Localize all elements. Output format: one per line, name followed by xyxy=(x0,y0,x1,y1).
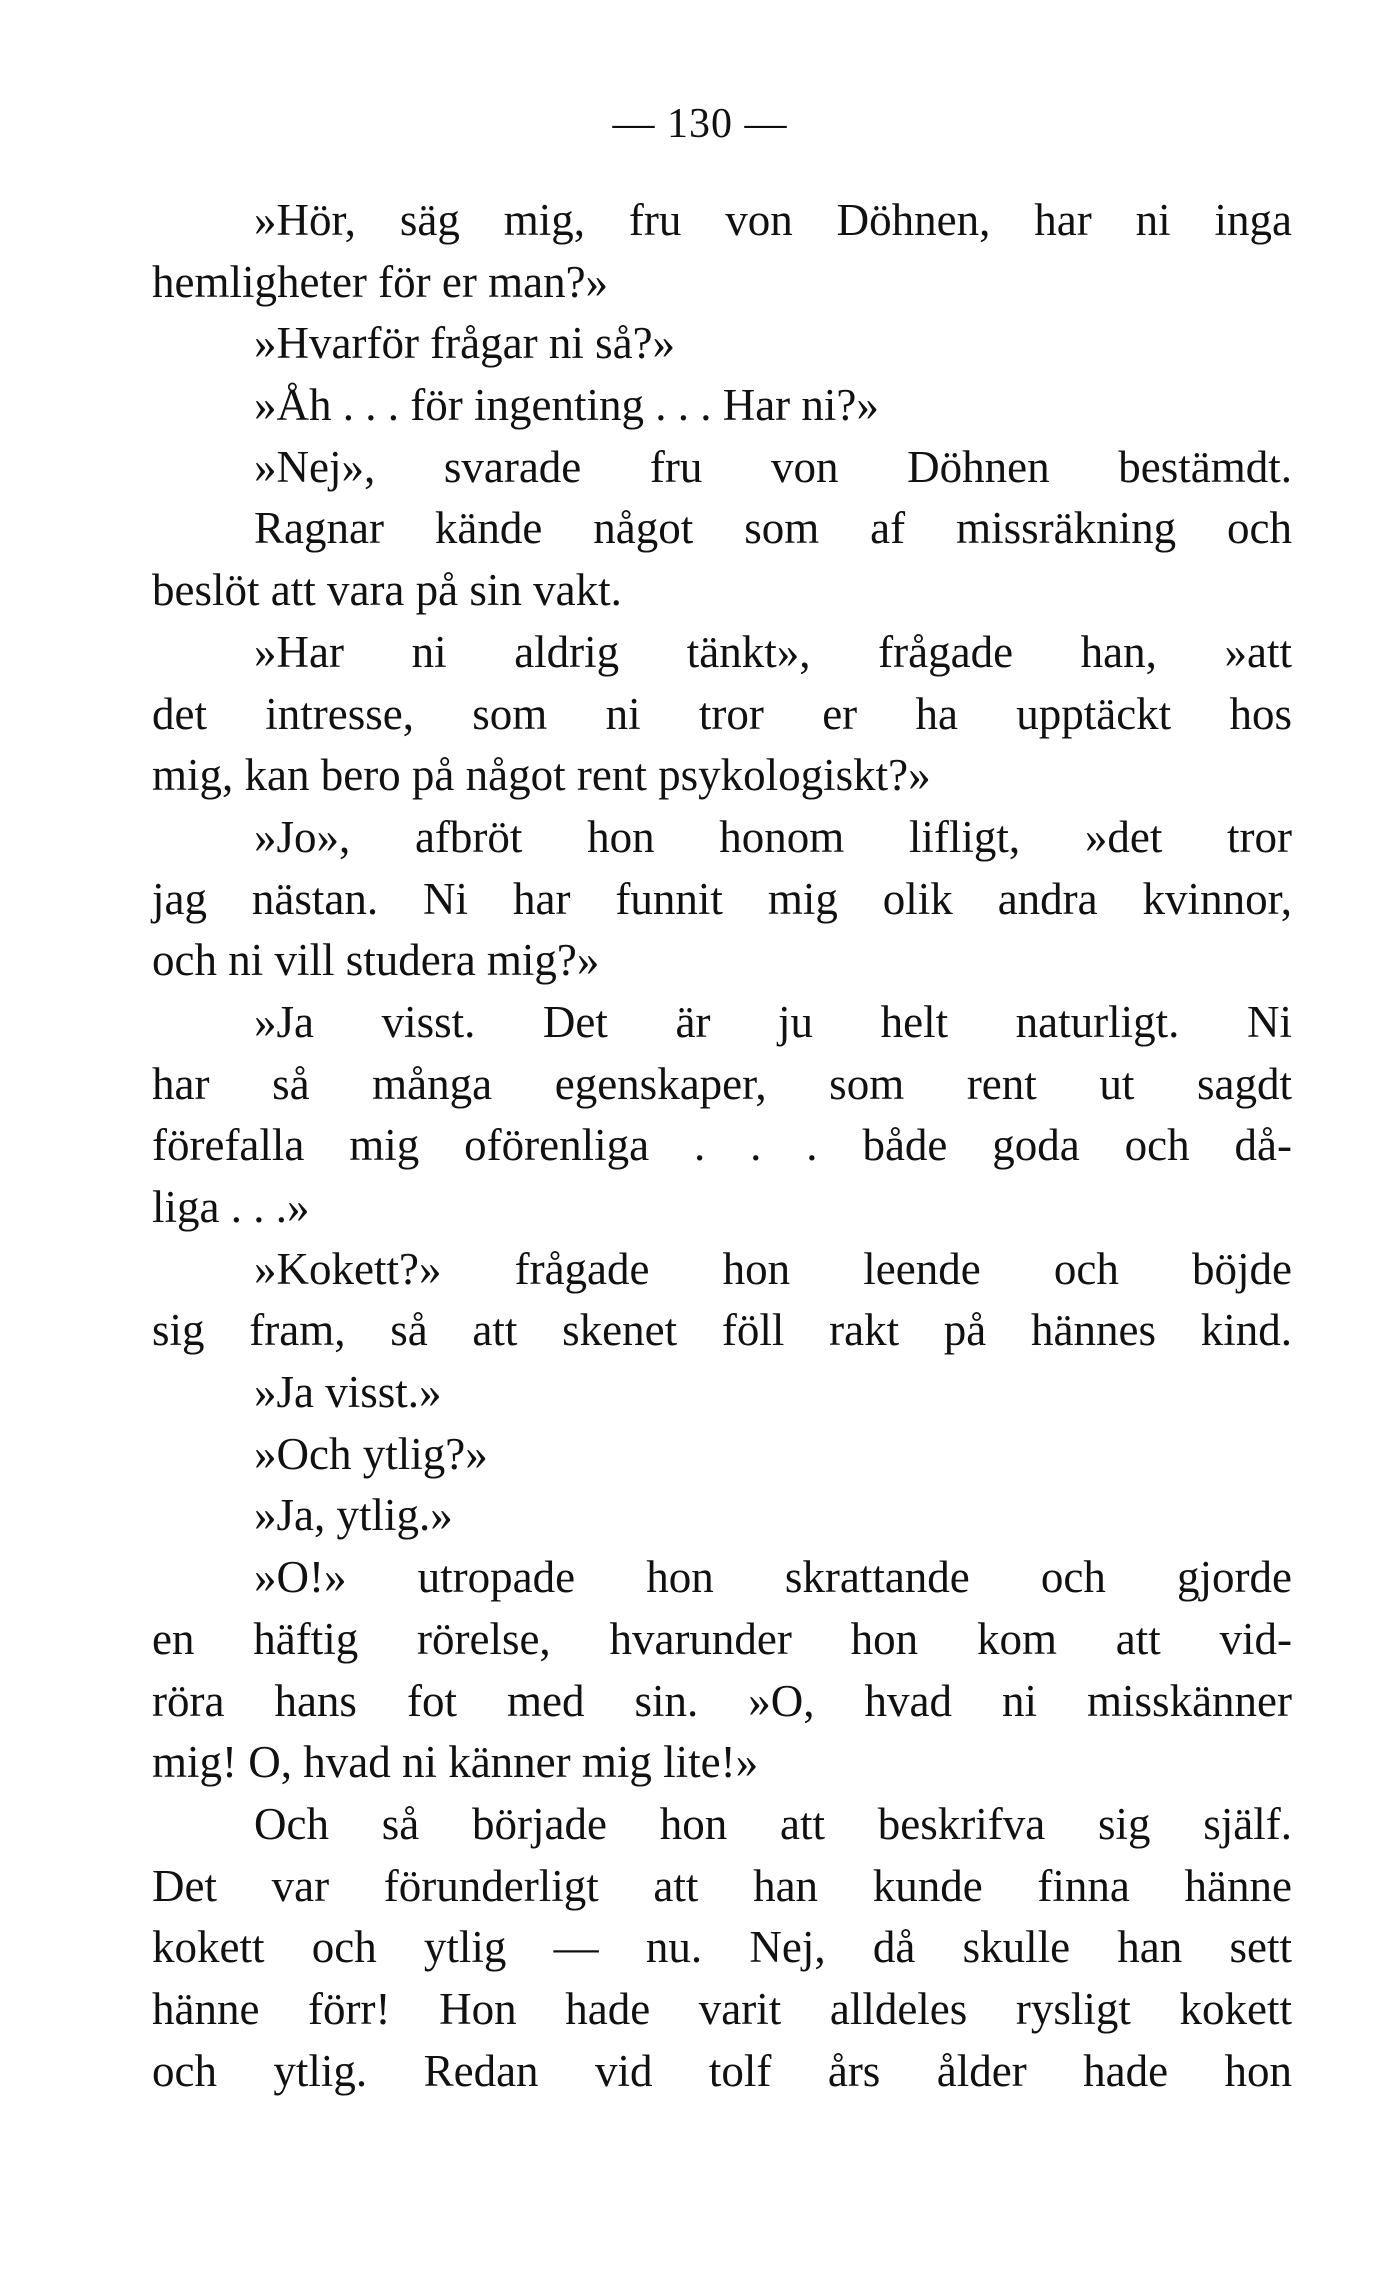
text-line: röra hans fot med sin. »O, hvad ni misskänner xyxy=(152,1675,1292,1726)
text-line: sig fram, så att skenet föll rakt på hännes kind. xyxy=(152,1305,1292,1356)
text-line: »Hör, säg mig, fru von Döhnen, har ni inga xyxy=(254,195,1292,245)
text-line: mig! O, hvad ni känner mig lite!» xyxy=(152,1737,759,1788)
text-line: »Och ytlig?» xyxy=(254,1428,488,1479)
text-line: »Har ni aldrig tänkt», frågade han, »att xyxy=(254,626,1292,677)
page-number: — 130 — xyxy=(612,101,788,147)
text-line: mig, kan bero på något rent psykologiskt?» xyxy=(152,750,931,801)
text-line: Det var förunderligt att han kunde finna hänne xyxy=(152,1860,1292,1911)
text-line: en häftig rörelse, hvarunder hon kom att vid- xyxy=(152,1613,1292,1664)
text-line: »Kokett?» frågade hon leende och böjde xyxy=(254,1243,1292,1294)
text-line: har så många egenskaper, som rent ut sagdt xyxy=(152,1058,1292,1109)
body-text xyxy=(152,190,1292,2102)
text-line: »Jo», afbröt hon honom lifligt, »det tror xyxy=(254,811,1292,862)
text-line: förefalla mig oförenliga . . . både goda och då- xyxy=(152,1120,1292,1171)
text-line: och ytlig. Redan vid tolf års ålder hade hon xyxy=(152,2045,1292,2096)
text-line: Ragnar kände något som af missräkning och xyxy=(254,503,1292,554)
text-line: »Hvarför frågar ni så?» xyxy=(254,318,676,369)
text-line: »Nej», svarade fru von Döhnen bestämdt. xyxy=(254,441,1292,492)
text-line: beslöt att vara på sin vakt. xyxy=(152,565,622,616)
text-line: »Ja visst. Det är ju helt naturligt. Ni xyxy=(254,996,1292,1047)
text-line: »O!» utropade hon skrattande och gjorde xyxy=(254,1552,1292,1603)
text-line: »Åh . . . för ingenting . . . Har ni?» xyxy=(254,380,879,431)
text-line: hemligheter för er man?» xyxy=(152,256,609,307)
text-line: Och så började hon att beskrifva sig själf. xyxy=(254,1798,1292,1849)
text-line: liga . . .» xyxy=(152,1182,310,1232)
text-line: och ni vill studera mig?» xyxy=(152,935,600,986)
text-line: jag nästan. Ni har funnit mig olik andra kvinnor, xyxy=(152,873,1292,924)
text-line: »Ja visst.» xyxy=(254,1367,442,1418)
text-line: kokett och ytlig — nu. Nej, då skulle han sett xyxy=(152,1922,1292,1973)
text-line: hänne förr! Hon hade varit alldeles rysligt kokett xyxy=(152,1983,1292,2034)
text-line: det intresse, som ni tror er ha upptäckt hos xyxy=(152,688,1292,739)
text-line: »Ja, ytlig.» xyxy=(254,1490,453,1541)
